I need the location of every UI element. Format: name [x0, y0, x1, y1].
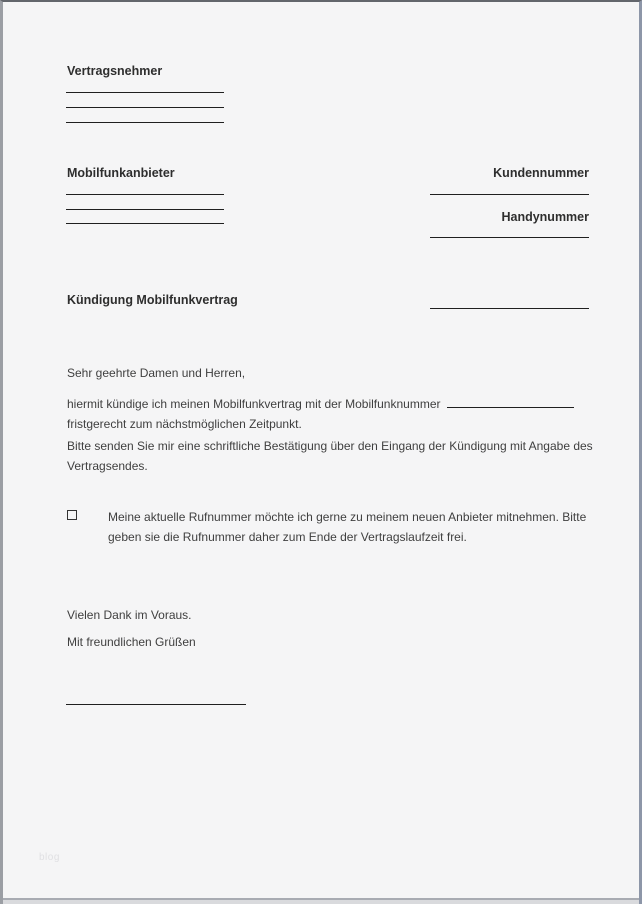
- watermark-text: blog: [39, 852, 60, 863]
- provider-blank-line-2: [66, 209, 224, 210]
- customer-number-label: Kundennummer: [493, 166, 589, 180]
- paragraph-termination: [67, 394, 589, 434]
- signature-line: [66, 704, 246, 705]
- recipient-blank-line-2: [66, 107, 224, 108]
- paragraph-termination-line2: fristgerecht zum nächstmöglichen Zeitpunkt.: [67, 417, 302, 431]
- paragraph-confirmation: Bitte senden Sie mir eine schriftliche Bestätigung über den Eingang der Kündigung mit Angabe des Vertragsendes.: [67, 439, 593, 473]
- provider-blank-line-3: [66, 223, 224, 224]
- number-portability-checkbox[interactable]: [67, 510, 77, 520]
- recipient-blank-line-3: [66, 122, 224, 123]
- closing-text: Mit freundlichen Grüßen: [67, 635, 196, 649]
- paragraph-termination-text: hiermit kündige ich meinen Mobilfunkvertrag mit der Mobilfunknummer: [67, 397, 441, 411]
- salutation: Sehr geehrte Damen und Herren,: [67, 366, 246, 380]
- mobile-number-blank-line: [447, 397, 574, 408]
- paragraph-termination-line1: [67, 394, 589, 414]
- thanks-text: Vielen Dank im Voraus.: [67, 608, 192, 622]
- recipient-blank-line-1: [66, 92, 224, 93]
- provider-heading: Mobilfunkanbieter: [67, 166, 175, 180]
- number-portability-text: Meine aktuelle Rufnummer möchte ich gerne zu meinem neuen Anbieter mitnehmen. Bitte geben sie die Rufnummer daher zum Ende der Vertragslaufzeit frei.: [108, 510, 587, 544]
- customer-number-blank-line: [430, 194, 589, 195]
- subject-blank-line: [430, 308, 589, 309]
- subject-heading: Kündigung Mobilfunkvertrag: [67, 293, 238, 307]
- recipient-heading: Vertragsnehmer: [67, 64, 163, 78]
- phone-number-label: Handynummer: [501, 210, 589, 224]
- provider-blank-line-1: [66, 194, 224, 195]
- page-bottom-edge: [3, 898, 639, 904]
- phone-number-blank-line: [430, 237, 589, 238]
